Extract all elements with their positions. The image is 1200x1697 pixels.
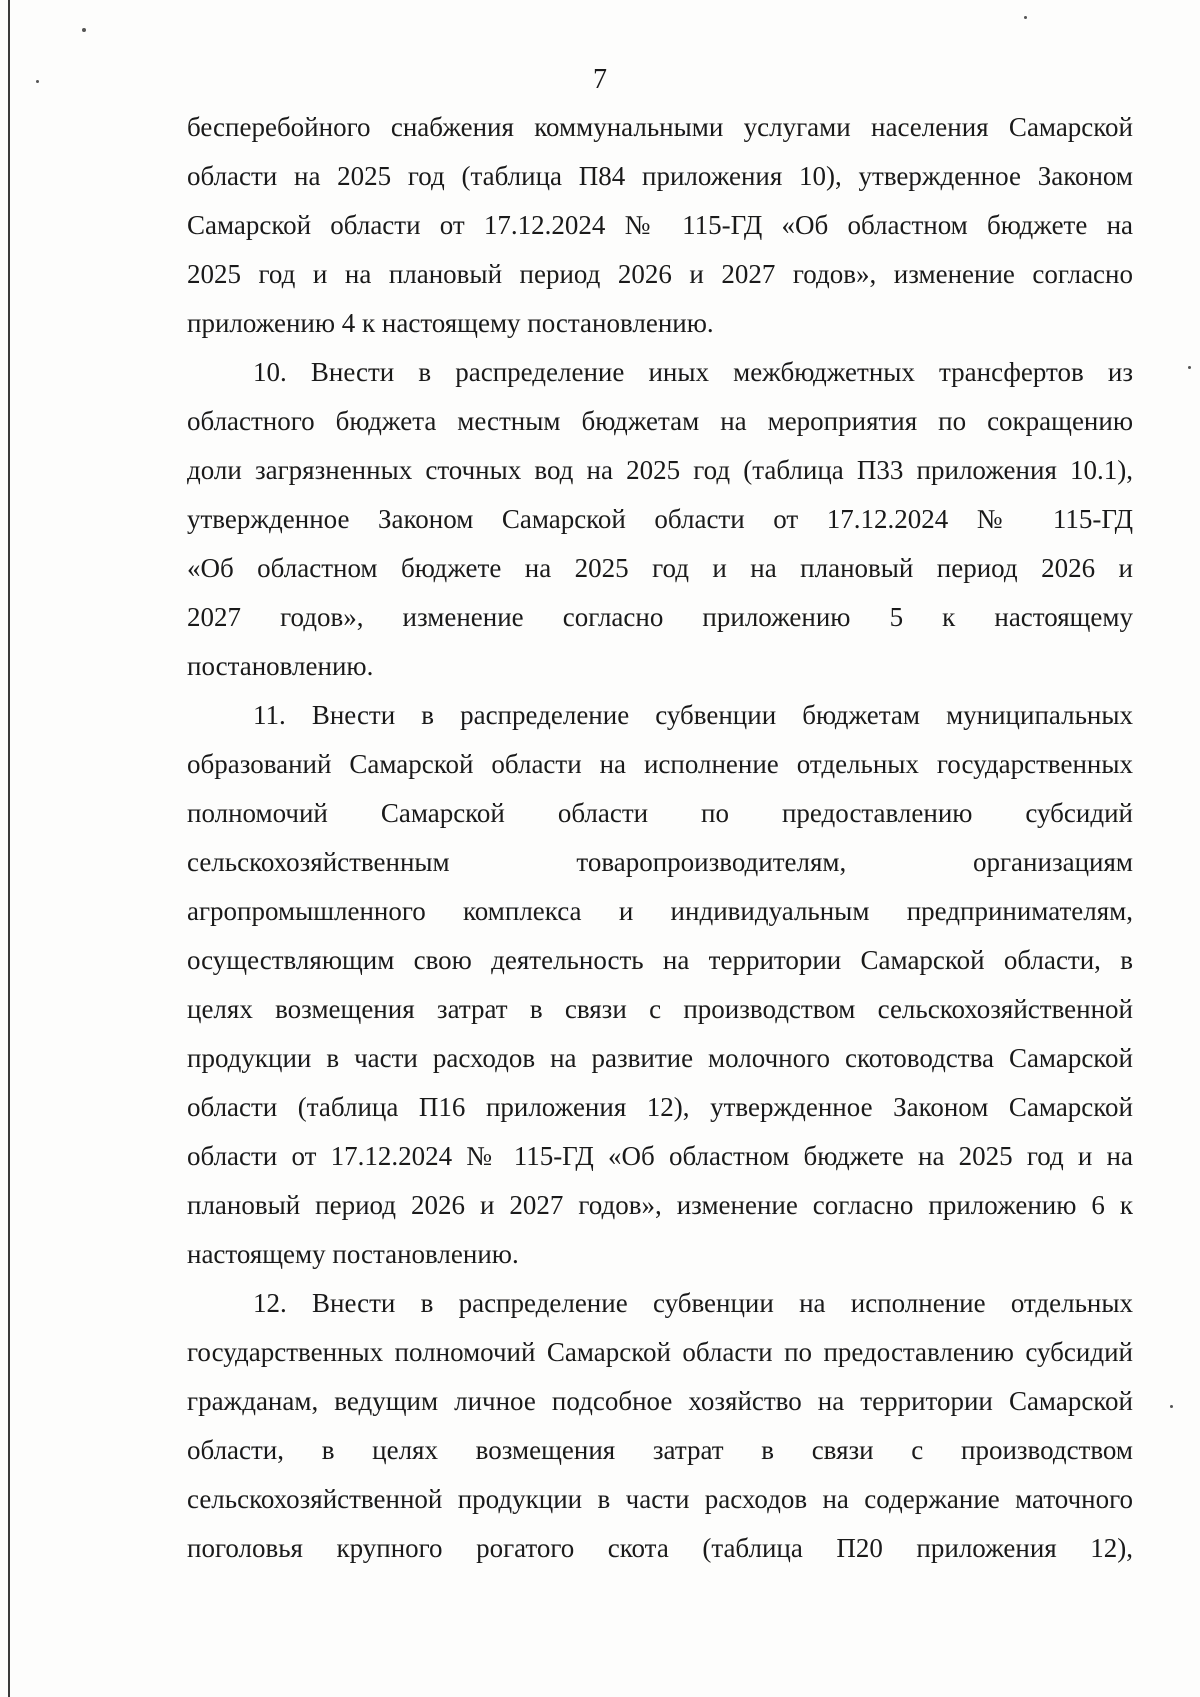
text-line: государственных полномочий Самарской области по предоставлению субсидий xyxy=(187,1337,1133,1367)
scan-speck xyxy=(1188,366,1191,369)
text-line: 11. Внести в распределение субвенции бюджетам муниципальных xyxy=(253,700,1133,730)
text-line: сельскохозяйственным товаропроизводителям, организациям xyxy=(187,847,1133,877)
text-line: образований Самарской области на исполнение отдельных государственных xyxy=(187,749,1133,779)
text-line: бесперебойного снабжения коммунальными услугами населения Самарской xyxy=(187,112,1133,142)
scan-speck xyxy=(82,28,86,32)
scan-speck xyxy=(1024,16,1027,19)
text-line: сельскохозяйственной продукции в части расходов на содержание маточного xyxy=(187,1484,1133,1514)
text-line: области (таблица П16 приложения 12), утвержденное Законом Самарской xyxy=(187,1092,1133,1122)
text-line: агропромышленного комплекса и индивидуальным предпринимателям, xyxy=(187,896,1133,926)
page-number: 7 xyxy=(593,64,607,95)
text-line: областного бюджета местным бюджетам на мероприятия по сокращению xyxy=(187,406,1133,436)
text-line: 12. Внести в распределение субвенции на исполнение отдельных xyxy=(253,1288,1133,1318)
scan-speck xyxy=(1170,1405,1173,1408)
text-line: приложению 4 к настоящему постановлению. xyxy=(187,308,714,338)
document-body xyxy=(187,103,1133,1573)
text-line: 2025 год и на плановый период 2026 и 2027 годов», изменение согласно xyxy=(187,259,1133,289)
text-line: «Об областном бюджете на 2025 год и на плановый период 2026 и xyxy=(187,553,1133,583)
text-line: осуществляющим свою деятельность на территории Самарской области, в xyxy=(187,945,1133,975)
text-line: области от 17.12.2024 № 115-ГД «Об областном бюджете на 2025 год и на xyxy=(187,1141,1133,1171)
paragraph xyxy=(187,103,1133,348)
text-line: настоящему постановлению. xyxy=(187,1239,519,1269)
text-line: целях возмещения затрат в связи с производством сельскохозяйственной xyxy=(187,994,1133,1024)
text-line: области, в целях возмещения затрат в связи с производством xyxy=(187,1435,1133,1465)
text-line: плановый период 2026 и 2027 годов», изменение согласно приложению 6 к xyxy=(187,1190,1133,1220)
text-line: гражданам, ведущим личное подсобное хозяйство на территории Самарской xyxy=(187,1386,1133,1416)
text-line: области на 2025 год (таблица П84 приложения 10), утвержденное Законом xyxy=(187,161,1133,191)
text-line: доли загрязненных сточных вод на 2025 год (таблица П33 приложения 10.1), xyxy=(187,455,1133,485)
text-line: утвержденное Законом Самарской области от 17.12.2024 № 115-ГД xyxy=(187,504,1133,534)
text-line: 10. Внести в распределение иных межбюджетных трансфертов из xyxy=(253,357,1133,387)
scan-edge-line xyxy=(8,0,10,1697)
paragraph xyxy=(187,348,1133,691)
text-line: полномочий Самарской области по предоставлению субсидий xyxy=(187,798,1133,828)
text-line: 2027 годов», изменение согласно приложению 5 к настоящему xyxy=(187,602,1133,632)
paragraph xyxy=(187,691,1133,1279)
text-line: Самарской области от 17.12.2024 № 115-ГД «Об областном бюджете на xyxy=(187,210,1133,240)
text-line: поголовья крупного рогатого скота (таблица П20 приложения 12), xyxy=(187,1533,1133,1563)
text-line: постановлению. xyxy=(187,651,374,681)
paragraph xyxy=(187,1279,1133,1573)
text-line: продукции в части расходов на развитие молочного скотоводства Самарской xyxy=(187,1043,1133,1073)
